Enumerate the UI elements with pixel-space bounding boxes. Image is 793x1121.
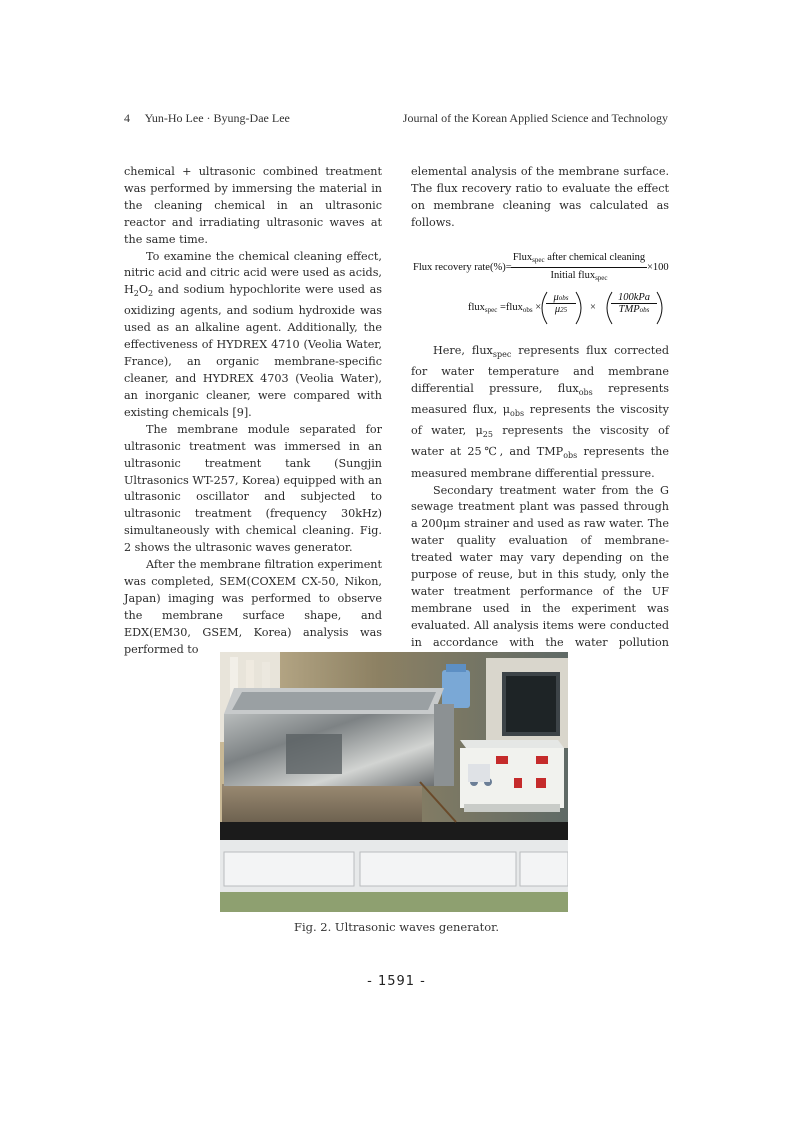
paragraph: After the membrane filtration experiment was completed, SEM(COXEM CX-50, Nikon, Japan) imaging was performed to observe the membrane surface shape, and EDX(EM30, GSEM, Korea) analysis was performed to (124, 558, 383, 656)
equation-flux-spec: flux$_{spec}$ =flux$_{obs}$ × μobs μ25 × 100kPa TMPobs (466, 290, 671, 326)
left-column (124, 164, 382, 659)
right-paren (655, 290, 669, 326)
right-column-continued (411, 343, 669, 668)
paragraph: Secondary treatment water from the G sewage treatment plant was passed through a 200μm strainer and used as raw water. The water quality evaluation of membrane-treated water may vary depending on the purpose of reuse, but in this study, only the water treatment performance of the UF membrane used in the experiment was evaluated. All analysis items were conducted in accordance with the water pollution (411, 483, 669, 649)
paragraph: Here, flux$_{spec}$ represents flux corrected for water temperature and membrane differential pressure, flux$_{obs}$ represents measured flux, $\mu_{obs}$ represents the viscosity of water, $\mu_{25}$ represents the viscosity of water at 25℃, and $TMP_{obs}$ represents the measured membrane differential pressure. (411, 344, 670, 480)
paragraph: chemical + ultrasonic combined treatment was performed by immersing the material in the cleaning chemical in an ultrasonic reactor and irradiating ultrasonic waves at the same time. (124, 165, 382, 246)
equation-flux-recovery: Flux recovery rate(%)= Flux$_{spec}$ after chemical cleaning Initial flux$_{spec}$ ×100 (413, 252, 669, 282)
right-column (411, 164, 669, 232)
authors: Yun-Ho Lee · Byung-Dae Lee (144, 111, 290, 125)
page-number-header: 4 (124, 111, 130, 125)
page-number-footer: - 1591 - (367, 974, 426, 989)
paragraph: elemental analysis of the membrane surface. The flux recovery ratio to evaluate the effect on membrane cleaning was calculated as follows. (411, 165, 669, 229)
paragraph: To examine the chemical cleaning effect, nitric acid and citric acid were used as acids, $H_2O_2$ and sodium hypochlorite were used as oxidizing agents, and sodium hydroxide was used as an alkaline agent. Additionally, the effectiveness of HYDREX 4710 (Veolia Water, France), an organic membrane-specific cleaner, and HYDREX 4703 (Veolia Water), an inorganic cleaner, were compared with existing chemicals [9]. (124, 249, 382, 419)
figure-caption: Fig. 2. Ultrasonic waves generator. (293, 920, 500, 934)
running-header-left (124, 111, 290, 126)
paragraph: The membrane module separated for ultrasonic treatment was immersed in an ultrasonic treatment tank (Sungjin Ultrasonics WT-257, Korea) equipped with an ultrasonic oscillator and subjected to ultrasonic treatment (frequency 30kHz) simultaneously with chemical cleaning. Fig. 2 shows the ultrasonic waves generator. (124, 422, 382, 555)
figure-photo-ultrasonic-generator (220, 652, 568, 912)
journal-title: Journal of the Korean Applied Science and Technology (402, 111, 668, 125)
right-paren (574, 290, 588, 326)
